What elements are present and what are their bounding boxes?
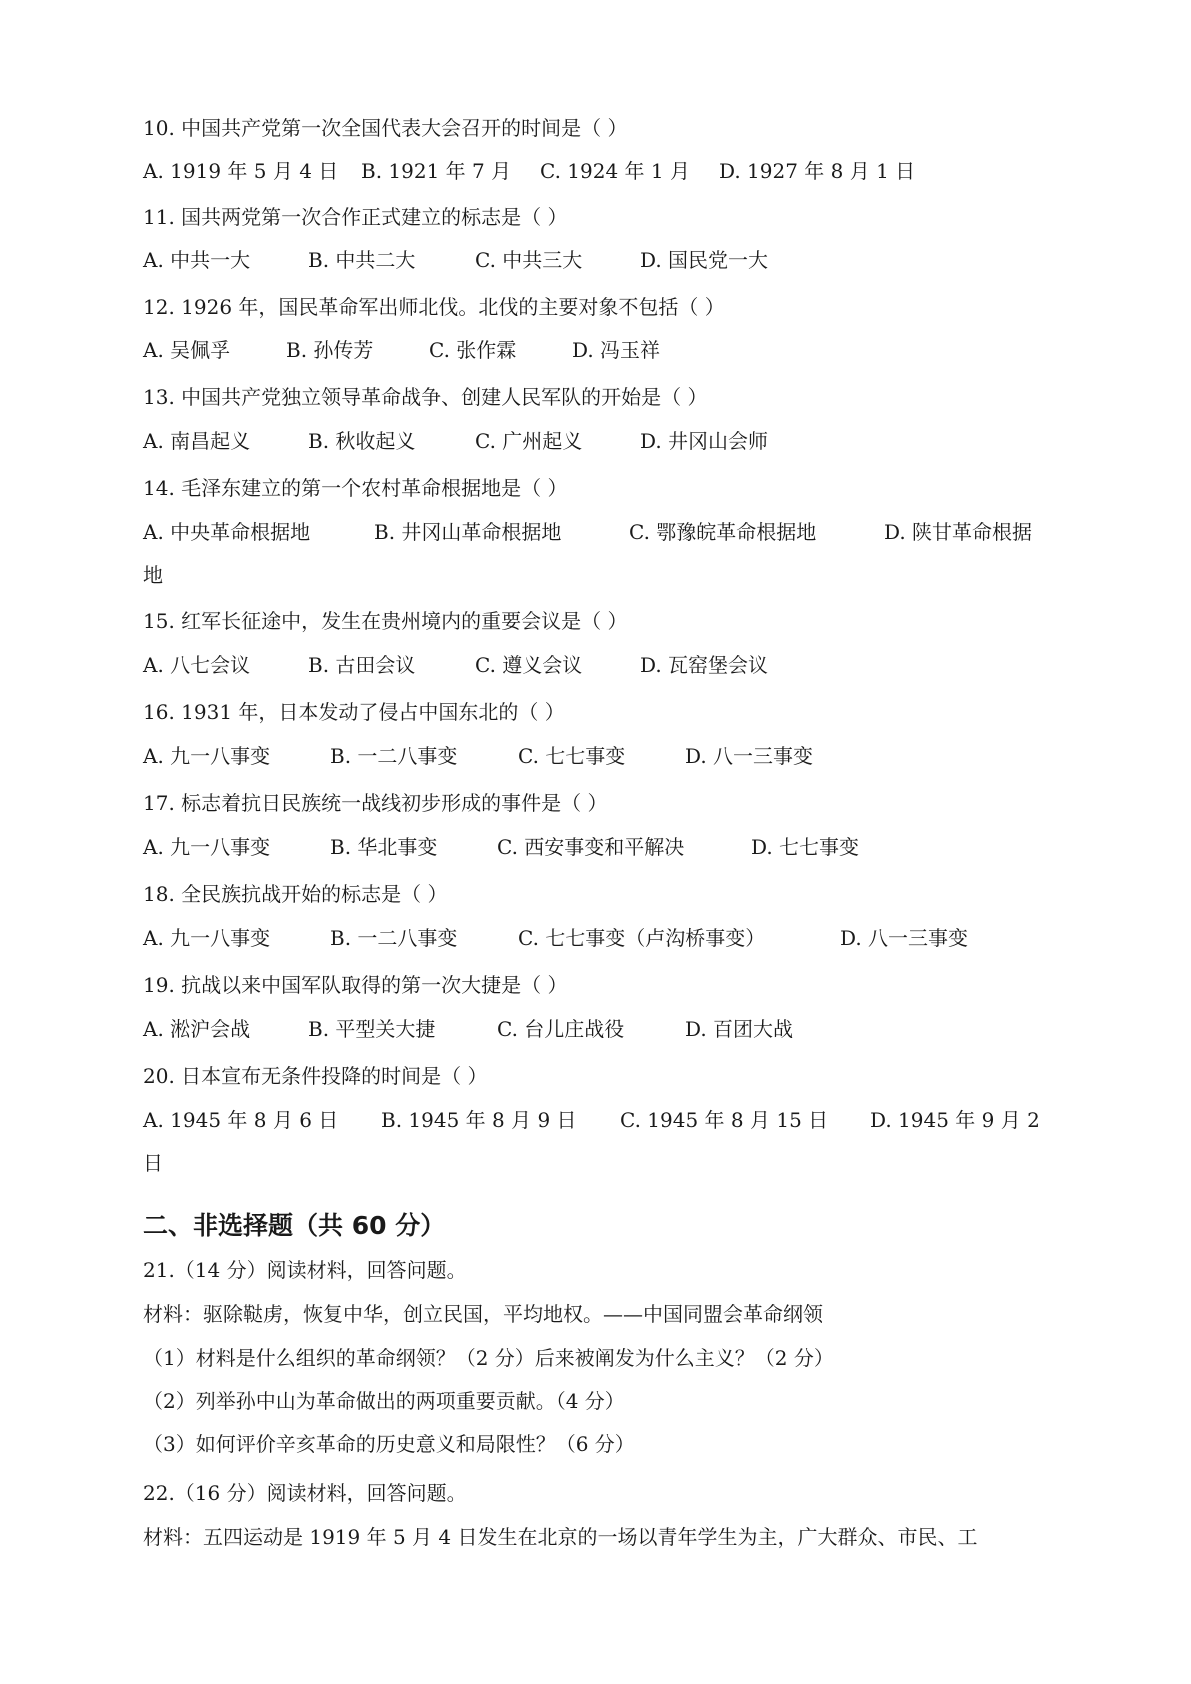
option-a: A. 九一八事变 [143,926,271,950]
option-d-wrap: 地 [143,563,163,587]
option-b: B. 秋收起义 [308,429,416,453]
option-a: A. 九一八事变 [143,835,271,859]
question-options [143,923,1048,953]
question-stem: 20. 日本宣布无条件投降的时间是（ ） [143,1064,488,1088]
question-stem: 13. 中国共产党独立领导革命战争、创建人民军队的开始是（ ） [143,385,708,409]
option-c: C. 1945 年 8 月 15 日 [620,1108,829,1132]
option-a: A. 1945 年 8 月 6 日 [143,1108,339,1132]
option-b: B. 一二八事变 [330,926,458,950]
question-options [143,335,1048,365]
option-c: C. 台儿庄战役 [497,1017,625,1041]
option-c: C. 七七事变 [518,744,626,768]
question-stem: 17. 标志着抗日民族统一战线初步形成的事件是（ ） [143,791,608,815]
option-c: C. 中共三大 [475,248,583,272]
option-d-wrap: 日 [143,1151,163,1175]
option-b: B. 中共二大 [308,248,416,272]
option-d: D. 瓦窑堡会议 [640,653,769,677]
option-c: C. 鄂豫皖革命根据地 [629,520,817,544]
question-options [143,741,1048,771]
option-d: D. 1945 年 9 月 2 [870,1108,1040,1132]
question-stem: 15. 红军长征途中，发生在贵州境内的重要会议是（ ） [143,609,628,633]
option-b: B. 一二八事变 [330,744,458,768]
option-d: D. 冯玉祥 [572,338,661,362]
option-c: C. 遵义会议 [475,653,583,677]
option-c: C. 1924 年 1 月 [540,159,690,183]
option-d: D. 八一三事变 [685,744,814,768]
question-21-title: 21.（14 分）阅读材料，回答问题。 [143,1258,467,1282]
option-d: D. 井冈山会师 [640,429,769,453]
question-stem: 12. 1926 年，国民革命军出师北伐。北伐的主要对象不包括（ ） [143,295,725,319]
option-d: D. 七七事变 [751,835,860,859]
question-stem: 10. 中国共产党第一次全国代表大会召开的时间是（ ） [143,116,628,140]
option-a: A. 1919 年 5 月 4 日 [143,159,339,183]
option-b: B. 华北事变 [330,835,438,859]
option-d: D. 百团大战 [685,1017,794,1041]
material-text: 材料：驱除鞑虏，恢复中华，创立民国，平均地权。——中国同盟会革命纲领 [143,1302,823,1326]
option-d: D. 国民党一大 [640,248,769,272]
option-a: A. 南昌起义 [143,429,251,453]
option-a: A. 九一八事变 [143,744,271,768]
question-stem: 14. 毛泽东建立的第一个农村革命根据地是（ ） [143,476,568,500]
option-b: B. 孙传芳 [286,338,374,362]
option-b: B. 1945 年 8 月 9 日 [381,1108,577,1132]
question-22-title: 22.（16 分）阅读材料，回答问题。 [143,1481,467,1505]
option-a: A. 淞沪会战 [143,1017,251,1041]
option-b: B. 1921 年 7 月 [361,159,512,183]
question-options [143,1105,1048,1135]
material-text: 材料：五四运动是 1919 年 5 月 4 日发生在北京的一场以青年学生为主，广大群众、市民、工 [143,1525,978,1549]
sub-question: （2）列举孙中山为革命做出的两项重要贡献。（4 分） [143,1389,625,1413]
question-stem: 16. 1931 年，日本发动了侵占中国东北的（ ） [143,700,565,724]
option-c: C. 西安事变和平解决 [497,835,685,859]
option-c: C. 广州起义 [475,429,583,453]
sub-question: （3）如何评价辛亥革命的历史意义和局限性？（6 分） [143,1432,635,1456]
option-b: B. 井冈山革命根据地 [374,520,562,544]
option-d: D. 陕甘革命根据 [884,520,1033,544]
question-options [143,832,1048,862]
section-heading: 二、非选择题（共 60 分） [143,1211,446,1240]
option-c: C. 张作霖 [429,338,517,362]
question-options [143,245,1048,275]
question-stem: 11. 国共两党第一次合作正式建立的标志是（ ） [143,205,568,229]
option-c: C. 七七事变（卢沟桥事变） [518,926,766,950]
option-b: B. 平型关大捷 [308,1017,436,1041]
option-b: B. 古田会议 [308,653,416,677]
question-stem: 19. 抗战以来中国军队取得的第一次大捷是（ ） [143,973,568,997]
question-options [143,156,1048,186]
option-a: A. 八七会议 [143,653,251,677]
sub-question: （1）材料是什么组织的革命纲领？（2 分）后来被阐发为什么主义？（2 分） [143,1346,834,1370]
question-options [143,517,1048,547]
option-d: D. 八一三事变 [840,926,969,950]
option-a: A. 中央革命根据地 [143,520,311,544]
question-stem: 18. 全民族抗战开始的标志是（ ） [143,882,448,906]
option-d: D. 1927 年 8 月 1 日 [719,159,916,183]
option-a: A. 吴佩孚 [143,338,231,362]
question-options [143,650,1048,680]
question-options [143,1014,1048,1044]
question-options [143,426,1048,456]
option-a: A. 中共一大 [143,248,251,272]
